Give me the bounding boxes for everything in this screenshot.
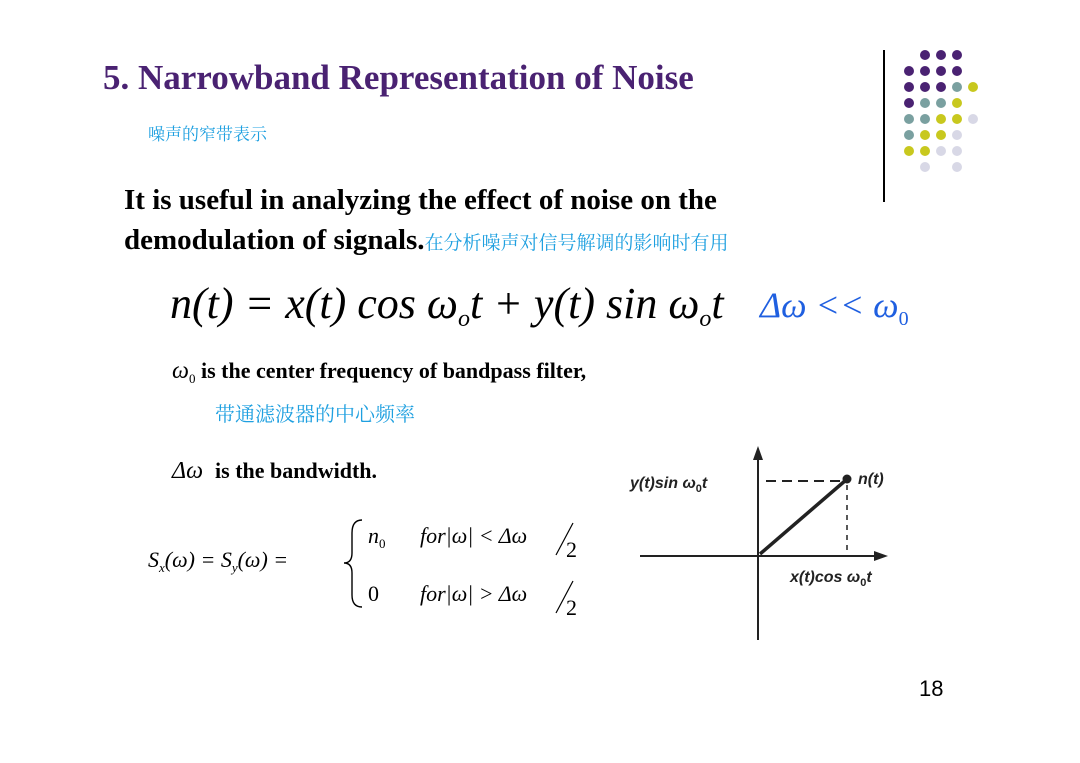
psd-case1-value: $n_0$: [368, 523, 386, 551]
decorative-dot: [920, 98, 930, 108]
title-divider: [883, 50, 885, 202]
psd-case2-value: 0: [368, 581, 379, 606]
psd-case2-denominator: 2: [566, 595, 577, 620]
omega0-text: is the center frequency of bandpass filter,: [195, 358, 587, 383]
psd-formula: [148, 515, 608, 625]
center-frequency-chinese: 带通滤波器的中心频率: [215, 402, 415, 426]
decorative-dot: [952, 130, 962, 140]
narrowband-condition: [760, 284, 909, 331]
decorative-dot: [952, 162, 962, 172]
decorative-dot: [904, 98, 914, 108]
noise-point: [843, 475, 852, 484]
slide-title: 5. Narrowband Representation of Noise: [103, 58, 694, 97]
equation-tail: t: [711, 279, 724, 328]
condition-sub: 0: [898, 308, 909, 330]
decorative-dot: [952, 146, 962, 156]
x-axis-label: x(t)cos $\omega_0t$: [790, 569, 872, 589]
psd-formula-graphic: [148, 515, 608, 625]
y-axis-arrow: [753, 446, 763, 460]
psd-sx: $S_x(\omega) = S_y(\omega)$ =: [148, 547, 289, 575]
body-line-1: It is useful in analyzing the effect of noise on the: [124, 184, 717, 216]
body-line-2: [124, 224, 729, 257]
equation-sub-2: o: [699, 306, 712, 332]
equation-lhs: n(t) = x(t) cos ω: [170, 279, 458, 328]
phasor-diagram-graphic: [618, 440, 928, 650]
decorative-dot: [920, 66, 930, 76]
psd-case1-denominator: 2: [566, 537, 577, 562]
decorative-dot: [920, 50, 930, 60]
omega0-symbol: ω: [172, 358, 189, 384]
decorative-dot: [936, 50, 946, 60]
psd-case1-condition: for|ω| < Δω: [420, 523, 528, 548]
delta-omega-symbol: Δω: [172, 458, 204, 484]
bandwidth-definition: [172, 458, 377, 485]
decorative-dot: [920, 114, 930, 124]
point-label: n(t): [858, 471, 884, 488]
decorative-dot: [936, 130, 946, 140]
narrowband-equation: [170, 278, 724, 333]
decorative-dot: [936, 82, 946, 92]
decorative-dot: [952, 50, 962, 60]
decorative-dot: [936, 98, 946, 108]
decorative-dot: [904, 66, 914, 76]
psd-brace: [344, 520, 362, 607]
body-line-2-text: demodulation of signals.: [124, 224, 425, 256]
decorative-dot: [952, 66, 962, 76]
decorative-dot: [936, 146, 946, 156]
decorative-dot: [920, 82, 930, 92]
decorative-dot: [904, 82, 914, 92]
slide-title-chinese: 噪声的窄带表示: [148, 125, 267, 145]
phasor-diagram: [618, 440, 928, 650]
decorative-dot: [920, 162, 930, 172]
omega0-subscript: 0: [188, 371, 196, 386]
condition-text: Δω << ω: [760, 285, 899, 325]
decorative-dot: [952, 82, 962, 92]
decorative-dot: [904, 114, 914, 124]
y-axis-label: y(t)sin $\omega_0t$: [630, 475, 708, 495]
equation-mid: t + y(t) sin ω: [470, 279, 700, 328]
decorative-dot: [968, 82, 978, 92]
equation-sub-1: o: [458, 306, 470, 332]
decorative-dot: [904, 146, 914, 156]
decorative-dot: [968, 114, 978, 124]
noise-vector: [760, 480, 846, 554]
decorative-dot: [952, 98, 962, 108]
decorative-dot: [920, 130, 930, 140]
center-frequency-definition: [172, 358, 586, 387]
psd-case2-condition: for|ω| > Δω: [420, 581, 528, 606]
bandwidth-text: is the bandwidth.: [215, 458, 378, 483]
decorative-dot: [952, 114, 962, 124]
x-axis-arrow: [874, 551, 888, 561]
decorative-dot-grid: [896, 48, 1016, 188]
decorative-dot: [936, 66, 946, 76]
page-number: 18: [919, 676, 944, 701]
decorative-dot: [920, 146, 930, 156]
decorative-dot: [936, 114, 946, 124]
decorative-dot: [904, 130, 914, 140]
body-line-2-chinese: 在分析噪声对信号解调的影响时有用: [424, 232, 729, 254]
